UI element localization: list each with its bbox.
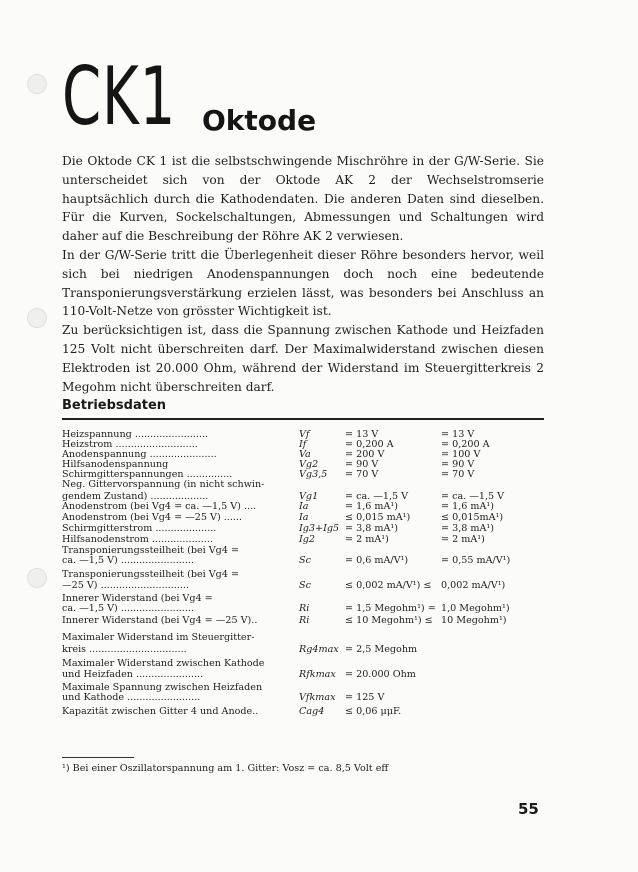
data-label: Anodenstrom (bei Vg4 = —25 V) ...... — [62, 512, 243, 523]
value-200v: ≤ 0,015 mA¹) — [345, 512, 411, 523]
data-row — [62, 668, 552, 682]
value-100v: = 2 mA¹) — [441, 534, 485, 545]
value-200v: ≤ 0,06 μμF. — [345, 706, 402, 717]
data-label: Transponierungssteilheit (bei Vg4 = — [62, 569, 240, 580]
value-100v: = 0,55 mA/V¹) — [441, 555, 511, 566]
data-row — [62, 614, 552, 628]
data-row — [62, 579, 552, 593]
data-row — [62, 691, 552, 705]
value-200v: ≤ 0,002 mA/V¹) ≤ — [345, 580, 432, 591]
footnote: ¹) Bei einer Oszillatorspannung am 1. Gitter: Vosz = ca. 8,5 Volt eff — [62, 763, 389, 774]
data-label: —25 V) ............................. — [62, 580, 190, 591]
intro-text — [62, 152, 544, 396]
page-number: 55 — [518, 800, 539, 818]
punch-hole — [27, 568, 47, 588]
data-row — [62, 705, 552, 719]
value-100v: 0,002 mA/V¹) — [441, 580, 506, 591]
data-label: ca. —1,5 V) ........................ — [62, 555, 195, 566]
value-100v: = ca. —1,5 V — [441, 491, 505, 502]
data-label: kreis ................................ — [62, 644, 187, 655]
value-200v: = 20.000 Ohm — [345, 669, 416, 680]
data-symbol: Vg2 — [299, 459, 319, 470]
tube-type: Oktode — [202, 104, 317, 137]
data-symbol: Rfkmax — [299, 669, 336, 680]
data-label: Maximaler Widerstand im Steuergitter- — [62, 632, 255, 643]
data-label: Schirmgitterstrom .................... — [62, 523, 217, 534]
title-block — [62, 52, 582, 142]
data-symbol: Cag4 — [299, 706, 325, 717]
value-200v: = 0,200 A — [345, 439, 394, 450]
value-100v: ≤ 0,015mA¹) — [441, 512, 504, 523]
data-label: und Heizfaden ...................... — [62, 669, 204, 680]
section-title: Betriebsdaten — [62, 398, 167, 413]
punch-hole — [27, 308, 47, 328]
value-200v: = 125 V — [345, 692, 385, 703]
value-100v: = 90 V — [441, 459, 475, 470]
value-200v: = 2 mA¹) — [345, 534, 389, 545]
value-100v: = 3,8 mA¹) — [441, 523, 495, 534]
value-200v: = ca. —1,5 V — [345, 491, 409, 502]
data-symbol: Ri — [299, 603, 310, 614]
data-label: Hilfsanodenspannung — [62, 459, 169, 470]
data-symbol: Ri — [299, 615, 310, 626]
value-200v: = 1,6 mA¹) — [345, 501, 399, 512]
value-100v: = 13 V — [441, 429, 475, 440]
data-symbol: Sc — [299, 580, 311, 591]
data-label: Transponierungssteilheit (bei Vg4 = — [62, 545, 240, 556]
data-symbol: Va — [299, 449, 311, 460]
data-label: Neg. Gittervorspannung (in nicht schwin- — [62, 479, 265, 490]
data-symbol: Vf — [299, 429, 310, 440]
data-symbol: Vfkmax — [299, 692, 336, 703]
value-200v: = 2,5 Megohm — [345, 644, 418, 655]
value-100v: 10 Megohm¹) — [441, 615, 507, 626]
data-label: Anodenspannung ...................... — [62, 449, 217, 460]
value-200v: = 3,8 mA¹) — [345, 523, 399, 534]
data-label: Anodenstrom (bei Vg4 = ca. —1,5 V) .... — [62, 501, 257, 512]
data-symbol: Ig2 — [299, 534, 316, 545]
value-200v: = 90 V — [345, 459, 379, 470]
data-symbol: If — [299, 439, 307, 450]
data-symbol: Sc — [299, 555, 311, 566]
data-label: Innerer Widerstand (bei Vg4 = — [62, 593, 213, 604]
value-100v: = 0,200 A — [441, 439, 490, 450]
data-label: Innerer Widerstand (bei Vg4 = —25 V).. — [62, 615, 258, 626]
value-200v: = 13 V — [345, 429, 379, 440]
data-symbol: Vg3,5 — [299, 469, 328, 480]
punch-hole — [27, 74, 47, 94]
data-label: Maximaler Widerstand zwischen Kathode — [62, 658, 265, 669]
value-100v: = 1,6 mA¹) — [441, 501, 495, 512]
value-200v: ≤ 10 Megohm¹) ≤ — [345, 615, 433, 626]
value-200v: = 0,6 mA/V¹) — [345, 555, 409, 566]
data-label: Hilfsanodenstrom .................... — [62, 534, 213, 545]
data-label: Maximale Spannung zwischen Heizfaden — [62, 682, 263, 693]
data-symbol: Ig3+Ig5 — [299, 523, 340, 534]
tube-model: CK1 — [62, 50, 177, 143]
value-200v: = 1,5 Megohm¹) = — [345, 603, 436, 614]
data-label: Kapazität zwischen Gitter 4 und Anode.. — [62, 706, 259, 717]
footnote-rule — [62, 757, 134, 758]
data-label: Heizstrom ........................... — [62, 439, 198, 450]
value-200v: = 200 V — [345, 449, 385, 460]
data-label: ca. —1,5 V) ........................ — [62, 603, 195, 614]
intro-paragraph: In der G/W-Serie tritt die Überlegenheit dieser Röhre besonders hervor, weil sich bei niedrigen Anodenspannungen doch noch eine bedeutende Transponierungsverstärkung erzielen lässt, was besonders bei Anschluss an 110-Volt-Netze von grösster Wichtigkeit ist. — [62, 247, 544, 319]
data-row — [62, 554, 552, 568]
value-100v: = 100 V — [441, 449, 481, 460]
data-label: gendem Zustand) ................... — [62, 491, 209, 502]
intro-paragraph: Zu berücksichtigen ist, dass die Spannung zwischen Kathode und Heizfaden 125 Volt nicht überschreiten darf. Der Maximalwiderstand zwischen diesen Elektroden ist 20.000 Ohm, während der Widerstand im Steuergitterkreis 2 Megohm nicht überschreiten darf. — [62, 323, 544, 394]
value-100v: = 70 V — [441, 469, 475, 480]
data-label: und Kathode ........................ — [62, 692, 201, 703]
data-symbol: Ia — [299, 512, 309, 523]
data-symbol: Ia — [299, 501, 309, 512]
value-200v: = 70 V — [345, 469, 379, 480]
data-symbol: Rg4max — [299, 644, 339, 655]
intro-paragraph: Die Oktode CK 1 ist die selbstschwingende Mischröhre in der G/W-Serie. Sie unterscheidet sich von der Oktode AK 2 der Wechselstromserie hauptsächlich durch die Kathodendaten. Die anderen Daten sind dieselben. Für die Kurven, Sockelschaltungen, Abmessungen und Schaltungen wird daher auf die Beschreibung der Röhre AK 2 verwiesen. — [62, 154, 544, 244]
data-label: Schirmgitterspannungen ............... — [62, 469, 233, 480]
value-100v: 1,0 Megohm¹) — [441, 603, 510, 614]
section-rule — [62, 418, 544, 420]
data-row — [62, 643, 552, 657]
data-label: Heizspannung ........................ — [62, 429, 209, 440]
data-symbol: Vg1 — [299, 491, 319, 502]
